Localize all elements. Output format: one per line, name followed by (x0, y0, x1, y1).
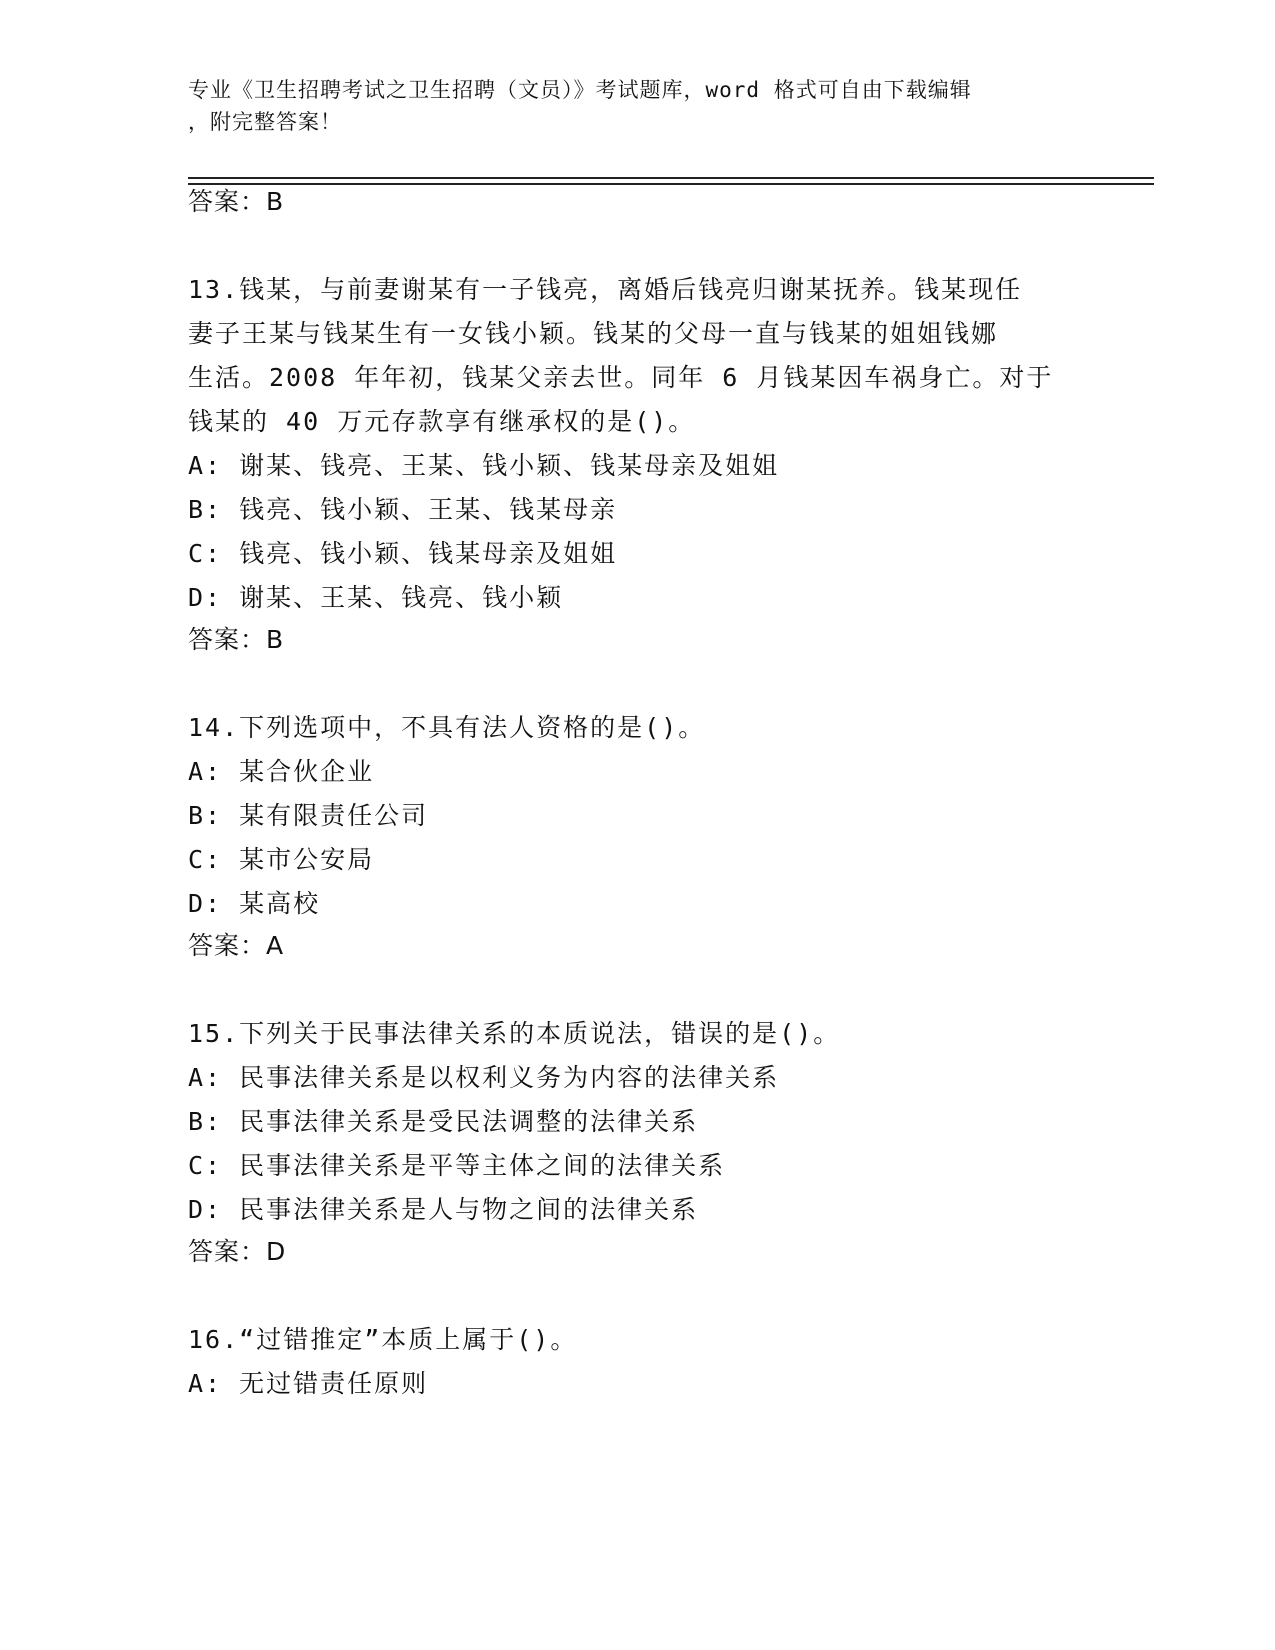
question-stem-line: 16.“过错推定”本质上属于()。 (188, 1325, 578, 1354)
header-rule-top (188, 177, 1154, 179)
option-c: C: 某市公安局 (188, 845, 375, 874)
option-c: C: 民事法律关系是平等主体之间的法律关系 (188, 1151, 726, 1180)
option-a: A: 谢某、钱亮、王某、钱小颖、钱某母亲及姐姐 (188, 451, 780, 480)
answer-line: 答案：D (188, 1237, 287, 1266)
header-line-1: 专业《卫生招聘考试之卫生招聘（文员）》考试题库，word 格式可自由下载编辑 (188, 78, 972, 102)
option-b: B: 民事法律关系是受民法调整的法律关系 (188, 1107, 699, 1136)
answer-line: 答案：A (188, 931, 285, 960)
question-stem-line: 15.下列关于民事法律关系的本质说法，错误的是()。 (188, 1019, 841, 1048)
question-stem-line: 钱某的 40 万元存款享有继承权的是()。 (188, 407, 696, 436)
question-stem-line: 13.钱某，与前妻谢某有一子钱亮，离婚后钱亮归谢某抚养。钱某现任 (188, 275, 1023, 304)
option-d: D: 谢某、王某、钱亮、钱小颖 (188, 583, 564, 612)
option-c: C: 钱亮、钱小颖、钱某母亲及姐姐 (188, 539, 618, 568)
option-a: A: 民事法律关系是以权利义务为内容的法律关系 (188, 1063, 780, 1092)
question-stem-line: 妻子王某与钱某生有一女钱小颖。钱某的父母一直与钱某的姐姐钱娜 (188, 319, 999, 348)
document-header (188, 74, 1068, 138)
answer-line: 答案：B (188, 187, 285, 216)
option-a: A: 某合伙企业 (188, 757, 375, 786)
question-stem-line: 生活。2008 年年初，钱某父亲去世。同年 6 月钱某因车祸身亡。对于 (188, 363, 1054, 392)
option-d: D: 某高校 (188, 889, 321, 918)
option-a: A: 无过错责任原则 (188, 1369, 429, 1398)
question-stem-line: 14.下列选项中，不具有法人资格的是()。 (188, 713, 706, 742)
answer-line: 答案：B (188, 625, 285, 654)
option-b: B: 钱亮、钱小颖、王某、钱某母亲 (188, 495, 618, 524)
option-d: D: 民事法律关系是人与物之间的法律关系 (188, 1195, 699, 1224)
option-b: B: 某有限责任公司 (188, 801, 429, 830)
header-line-2: ，附完整答案！ (188, 110, 342, 134)
header-rule-bottom (188, 183, 1154, 185)
